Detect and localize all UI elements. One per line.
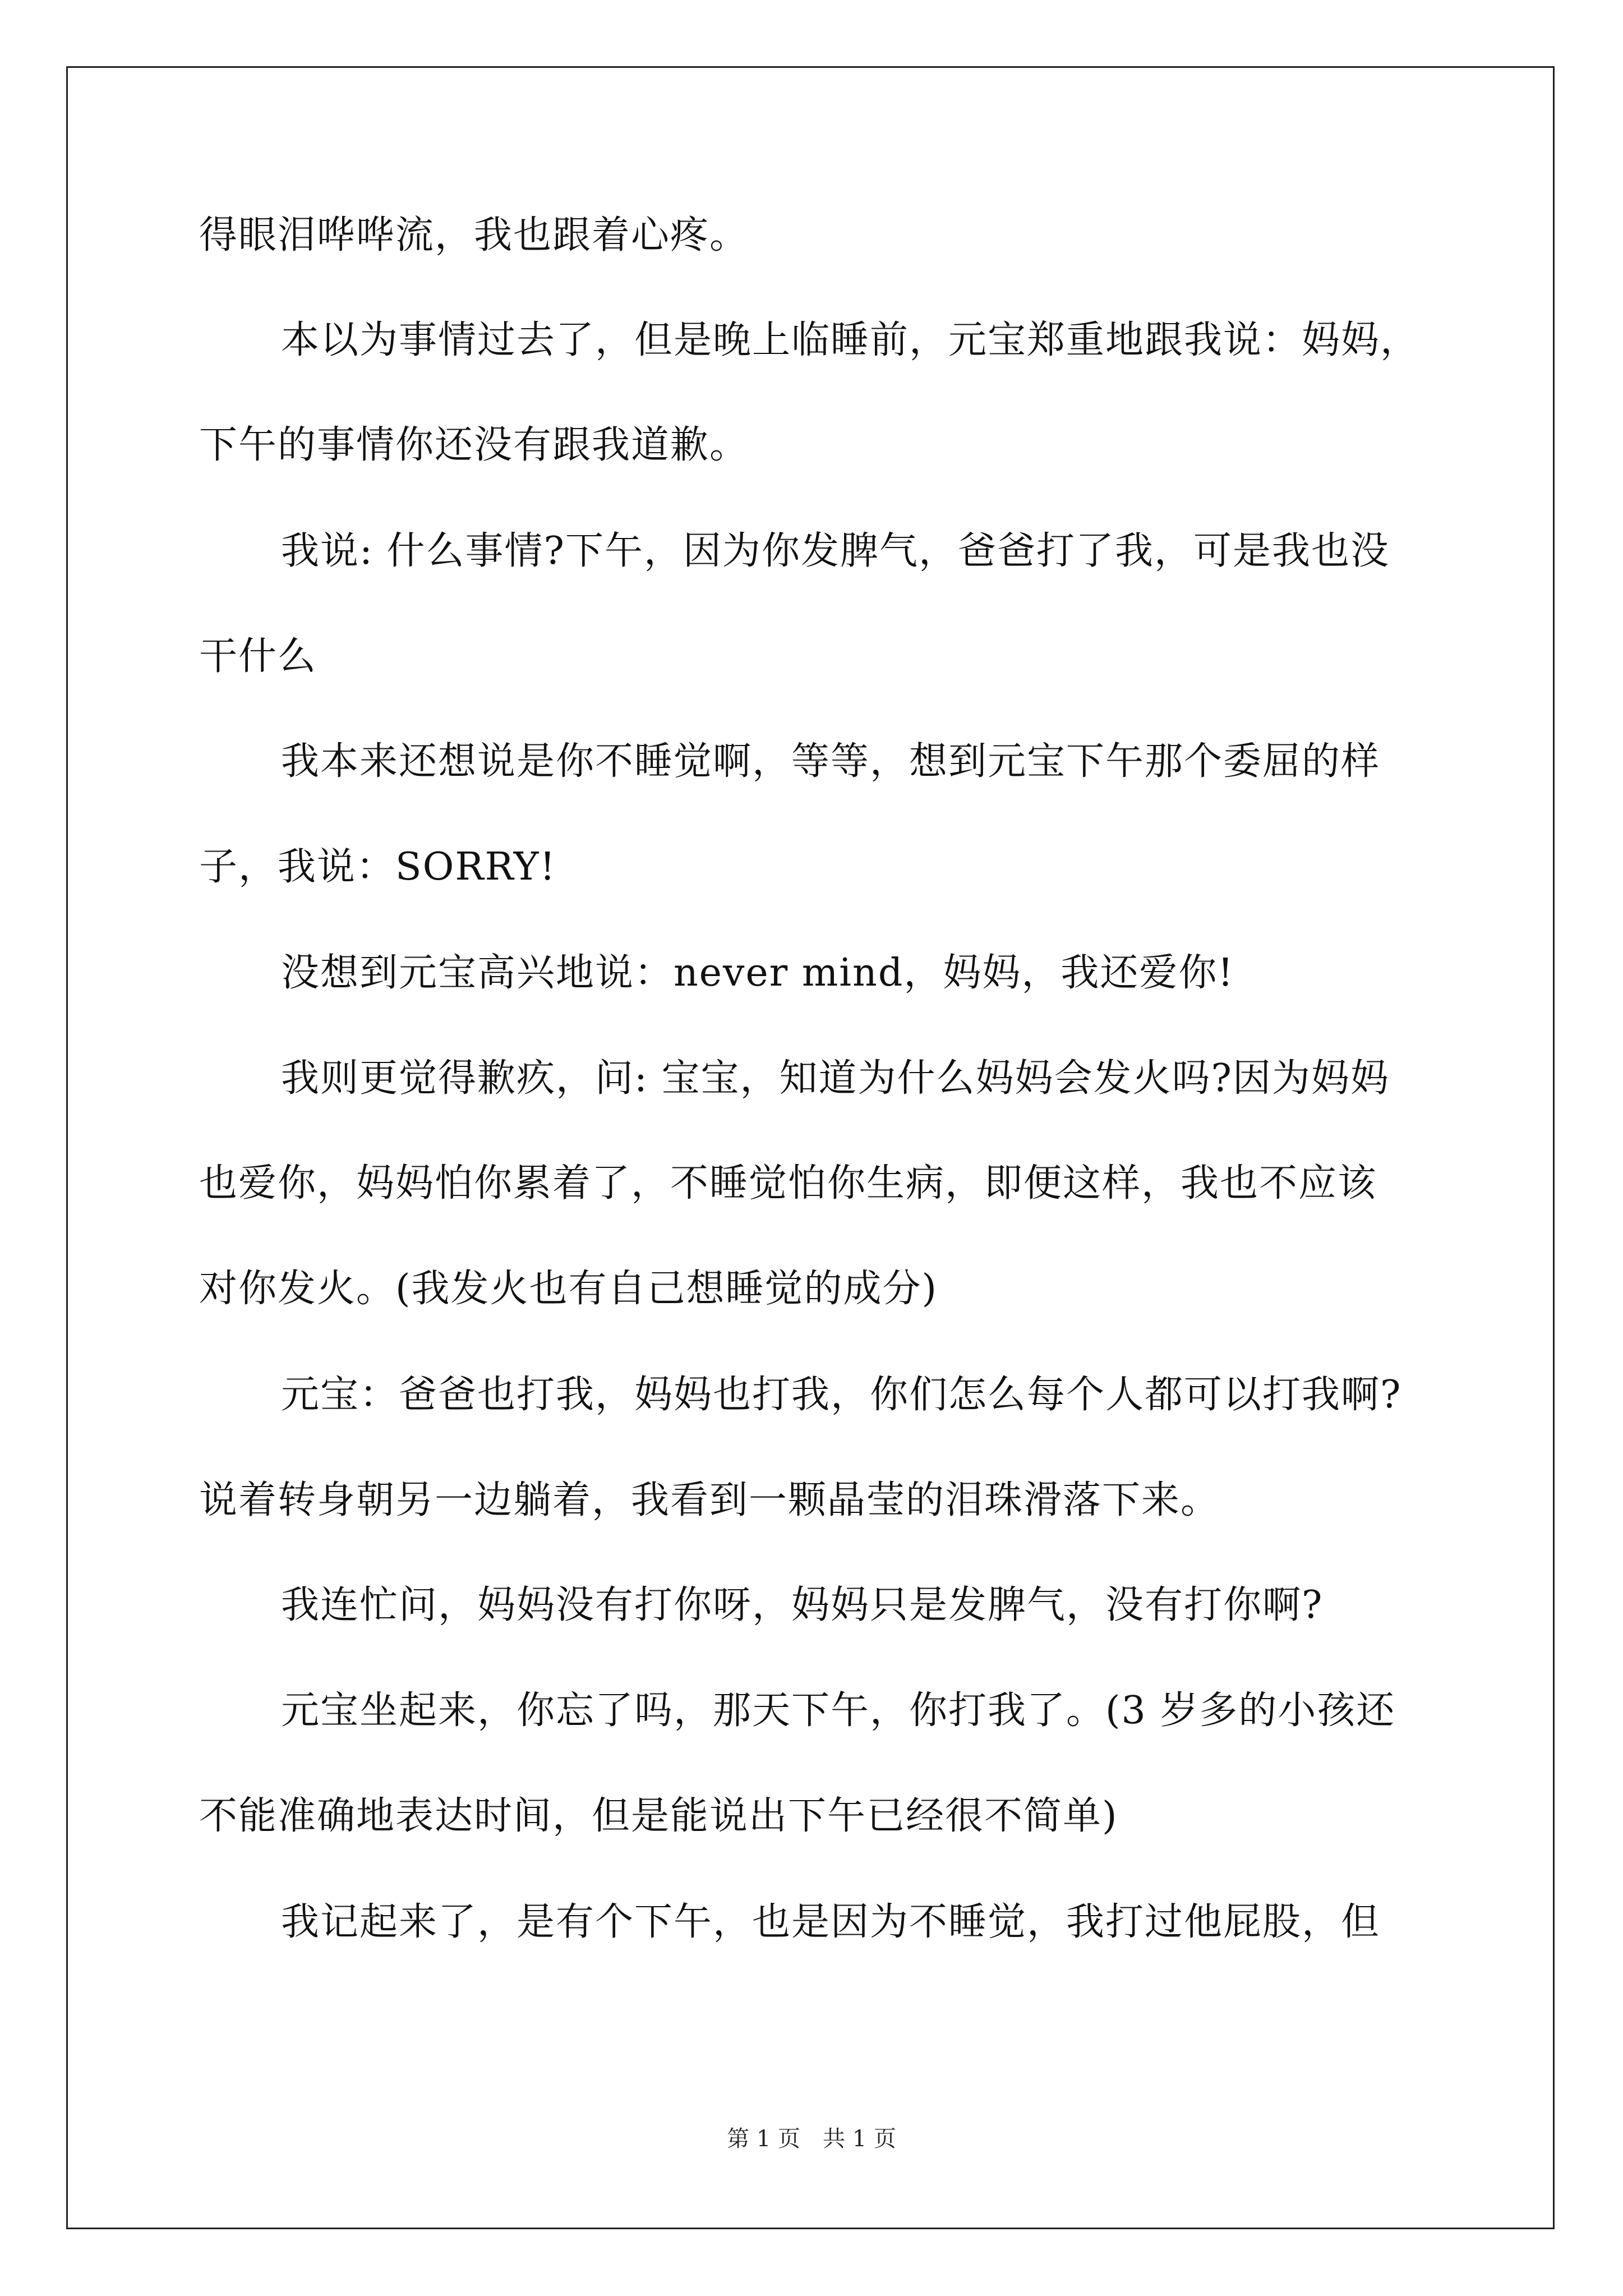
page-number: 第 1 页	[727, 2126, 800, 2152]
text-line: 元宝坐起来，你忘了吗，那天下午，你打我了。(3 岁多的小孩还	[281, 1688, 1396, 1733]
text-line: 不能准确地表达时间，但是能说出下午已经很不简单)	[199, 1794, 1118, 1838]
text-line: 我连忙问，妈妈没有打你呀，妈妈只是发脾气，没有打你啊?	[281, 1583, 1324, 1627]
text-line: 干什么	[199, 634, 317, 679]
page-footer	[0, 2125, 1623, 2153]
text-line: 也爱你，妈妈怕你累着了，不睡觉怕你生病，即便这样，我也不应该	[199, 1161, 1377, 1205]
text-line: 我记起来了，是有个下午，也是因为不睡觉，我打过他屁股，但	[281, 1900, 1381, 1944]
page-total: 共 1 页	[823, 2126, 896, 2152]
text-line: 本以为事情过去了，但是晚上临睡前，元宝郑重地跟我说：妈妈，	[281, 318, 1420, 362]
text-line: 我说: 什么事情?下午，因为你发脾气，爸爸打了我，可是我也没	[281, 529, 1390, 573]
text-line: 说着转身朝另一边躺着，我看到一颗晶莹的泪珠滑落下来。	[199, 1478, 1220, 1522]
text-line: 子，我说：SORRY!	[199, 845, 556, 889]
text-line: 我则更觉得歉疚，问: 宝宝，知道为什么妈妈会发火吗?因为妈妈	[281, 1056, 1390, 1101]
text-line: 得眼泪哗哗流，我也跟着心疼。	[199, 213, 749, 257]
text-line: 对你发火。(我发火也有自己想睡觉的成分)	[199, 1267, 938, 1311]
text-line: 下午的事情你还没有跟我道歉。	[199, 423, 749, 467]
text-line: 没想到元宝高兴地说：never mind，妈妈，我还爱你!	[281, 951, 1234, 995]
text-line: 我本来还想说是你不睡觉啊，等等，想到元宝下午那个委屈的样	[281, 739, 1381, 784]
text-line: 元宝：爸爸也打我，妈妈也打我，你们怎么每个人都可以打我啊?	[281, 1373, 1402, 1417]
